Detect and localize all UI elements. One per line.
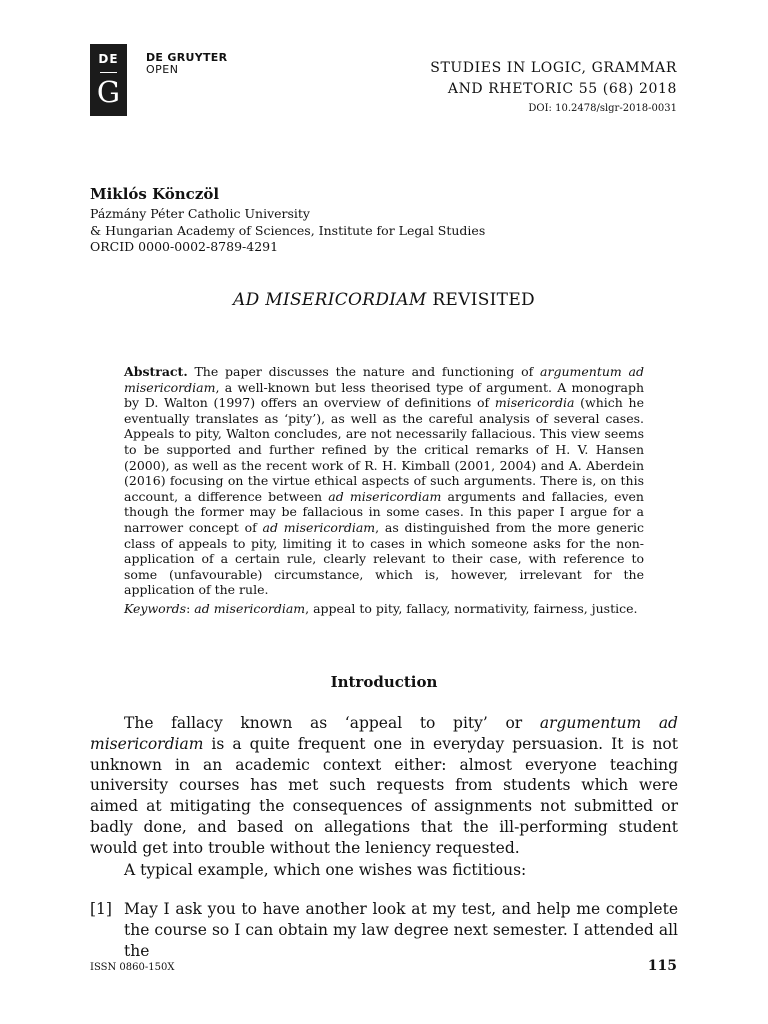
paragraph-1: [90, 713, 678, 859]
author-name: Miklós Könczöl: [90, 185, 220, 203]
abstract-text: , as distinguished from the more generic class of appeals to pity, limiting it to cases in which someone asks for the non-application of a certain rule, clearly relevant to their case, with reference to some (unfavourable) circumstance, which is, however, irrelevant for the application of the rule.: [124, 519, 645, 598]
publisher-sub: OPEN: [146, 63, 179, 76]
abstract: [124, 364, 644, 598]
title-italic: AD MISERICORDIAM: [233, 290, 427, 310]
abstract-italic: ad misericordiam: [328, 488, 442, 504]
logo-de-text: DE: [98, 52, 119, 66]
abstract-italic: ad misericordiam: [262, 519, 376, 535]
logo-g-text: G: [96, 75, 121, 109]
example-number: [1]: [90, 900, 112, 918]
paper-title: [0, 290, 768, 310]
paragraph-text: The fallacy known as ‘appeal to pity’ or: [124, 714, 540, 732]
abstract-italic: argumentum ad misericordiam: [124, 364, 645, 395]
example-1: [90, 899, 678, 961]
abstract-label: Abstract.: [124, 364, 188, 379]
journal-line1: STUDIES IN LOGIC, GRAMMAR: [430, 60, 677, 76]
abstract-text: (which he eventually translates as ‘pity’), as well as the careful analysis of several cases. Appeals to pity, Walton concludes, are not necessarily fallacious. This view seems to be supported and further refined by the critical remarks of H. V. Hansen (2000), as well as the recent work of R. H. Kimball (2001, 2004) and A. Aberdein (2016) focusing on the virtue ethical aspects of such arguments. There is, on this account, a difference between: [124, 395, 645, 504]
section-heading: Introduction: [330, 673, 438, 691]
abstract-text: The paper discusses the nature and functioning of: [187, 364, 541, 379]
abstract-text: , a well-known but less theorised type of argument. A monograph by D. Walton (1997) offers an overview of definitions of: [124, 379, 644, 411]
page-number: 115: [647, 958, 677, 974]
orcid: ORCID 0000-0002-8789-4291: [90, 239, 279, 254]
affiliation-line1: Pázmány Péter Catholic University: [90, 206, 310, 221]
publisher-name-block: [146, 52, 227, 76]
keywords-colon: :: [186, 601, 195, 616]
keywords: [124, 601, 644, 617]
paragraph-2: A typical example, which one wishes was fictitious:: [124, 861, 527, 879]
publisher-name: DE GRUYTER: [146, 51, 228, 64]
abstract-text: arguments and fallacies, even though the former may be fallacious in some cases. In this paper I argue for a narrower concept of: [124, 488, 644, 535]
paragraph-text: is a quite frequent one in everyday persuasion. It is not unknown in an academic context either: almost everyone teaching university courses has met such requests from students which were aimed at mitigating the consequences of assignments not submitted or badly done, and based on allegations that the ill-performing student would get into trouble without the leniency requested.: [90, 734, 678, 857]
author-affiliation: [90, 206, 485, 256]
logo-divider: [100, 72, 117, 73]
keyword-italic: ad misericordiam: [194, 601, 306, 616]
title-rest: REVISITED: [426, 290, 535, 310]
issn: ISSN 0860-150X: [90, 962, 175, 973]
affiliation-line2: & Hungarian Academy of Sciences, Institute for Legal Studies: [90, 222, 486, 238]
paragraph-italic: argumentum ad misericordiam: [90, 714, 678, 753]
journal-line2: AND RHETORIC 55 (68) 2018: [447, 81, 677, 97]
keywords-list: , appeal to pity, fallacy, normativity, fairness, justice.: [305, 601, 638, 616]
journal-header: [430, 58, 677, 100]
abstract-italic: misericordia: [494, 395, 575, 411]
keywords-label: Keywords: [124, 601, 187, 616]
publisher-logo: [90, 44, 127, 116]
doi: DOI: 10.2478/slgr-2018-0031: [528, 103, 677, 114]
example-text: May I ask you to have another look at my test, and help me complete the course so I can obtain my law degree next semester. I attended all the: [124, 900, 678, 960]
